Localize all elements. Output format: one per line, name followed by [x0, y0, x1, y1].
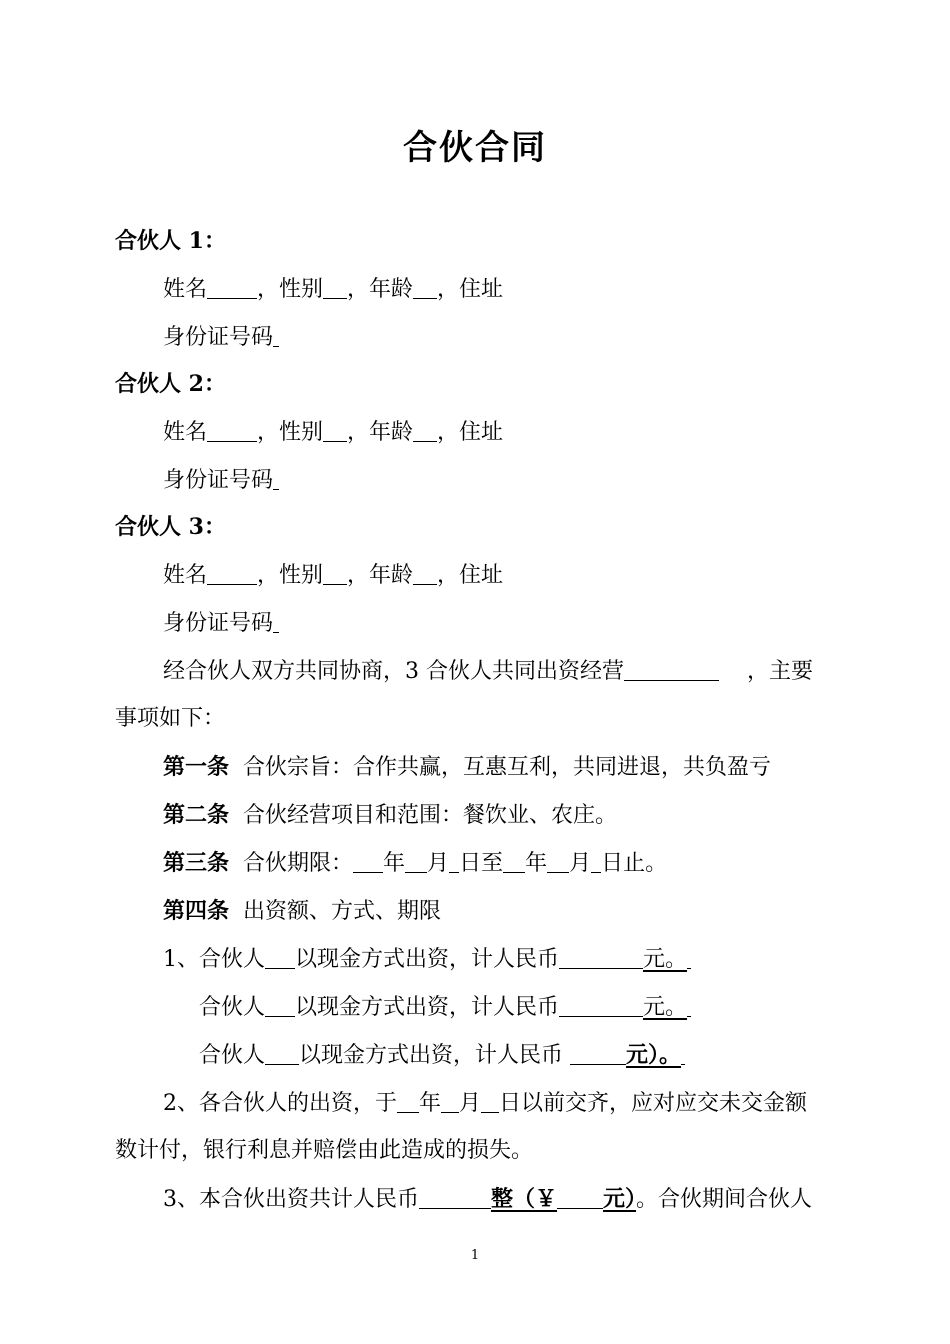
partner-2-info: 姓名 ，性别 ，年龄 ，住址 [163, 417, 503, 448]
article-1: 第一条 合伙宗旨：合作共赢，互惠互利，共同进退，共负盈亏 [163, 754, 772, 780]
intro-line-2: 事项如下： [115, 706, 226, 731]
partner-2-heading: 合伙人 2： [115, 371, 226, 397]
partner-2-id: 身份证号码 [163, 465, 279, 496]
partner-3-heading: 合伙人 3： [115, 514, 226, 540]
contribution-1: 1、合伙人 以现金方式出资，计人民币 元。 [163, 944, 691, 975]
contribution-3: 合伙人 以现金方式出资，计人民币 元）。 [199, 1040, 685, 1071]
clause-2-line-1: 2、各合伙人的出资，于 年 月 日以前交齐，应对应交未交金额 [163, 1088, 836, 1119]
page-number: 1 [470, 1248, 480, 1263]
partner-1-id: 身份证号码 [163, 322, 279, 353]
clause-3-line-1: 3、本合伙出资共计人民币 整（￥ 元）。合伙期间合伙人 [163, 1186, 813, 1212]
partner-1-heading: 合伙人 1： [115, 228, 226, 254]
article-3: 第三条 合伙期限： 年 月 日至 年 月 日止。 [163, 850, 668, 876]
article-4: 第四条 出资额、方式、期限 [163, 898, 442, 924]
partner-3-id: 身份证号码 [163, 608, 279, 639]
partner-1-info: 姓名 ，性别 ，年龄 ，住址 [163, 274, 503, 305]
document-title: 合伙合同 [403, 128, 547, 168]
contribution-2: 合伙人 以现金方式出资，计人民币 元。 [199, 992, 691, 1023]
clause-2-line-2: 数计付，银行利息并赔偿由此造成的损失。 [115, 1138, 534, 1163]
intro-line-1: 经合伙人双方共同协商，3 合伙人共同出资经营 ，主要 [163, 656, 836, 687]
article-2: 第二条 合伙经营项目和范围：餐饮业、农庄。 [163, 802, 618, 828]
partner-3-info: 姓名 ，性别 ，年龄 ，住址 [163, 560, 503, 591]
